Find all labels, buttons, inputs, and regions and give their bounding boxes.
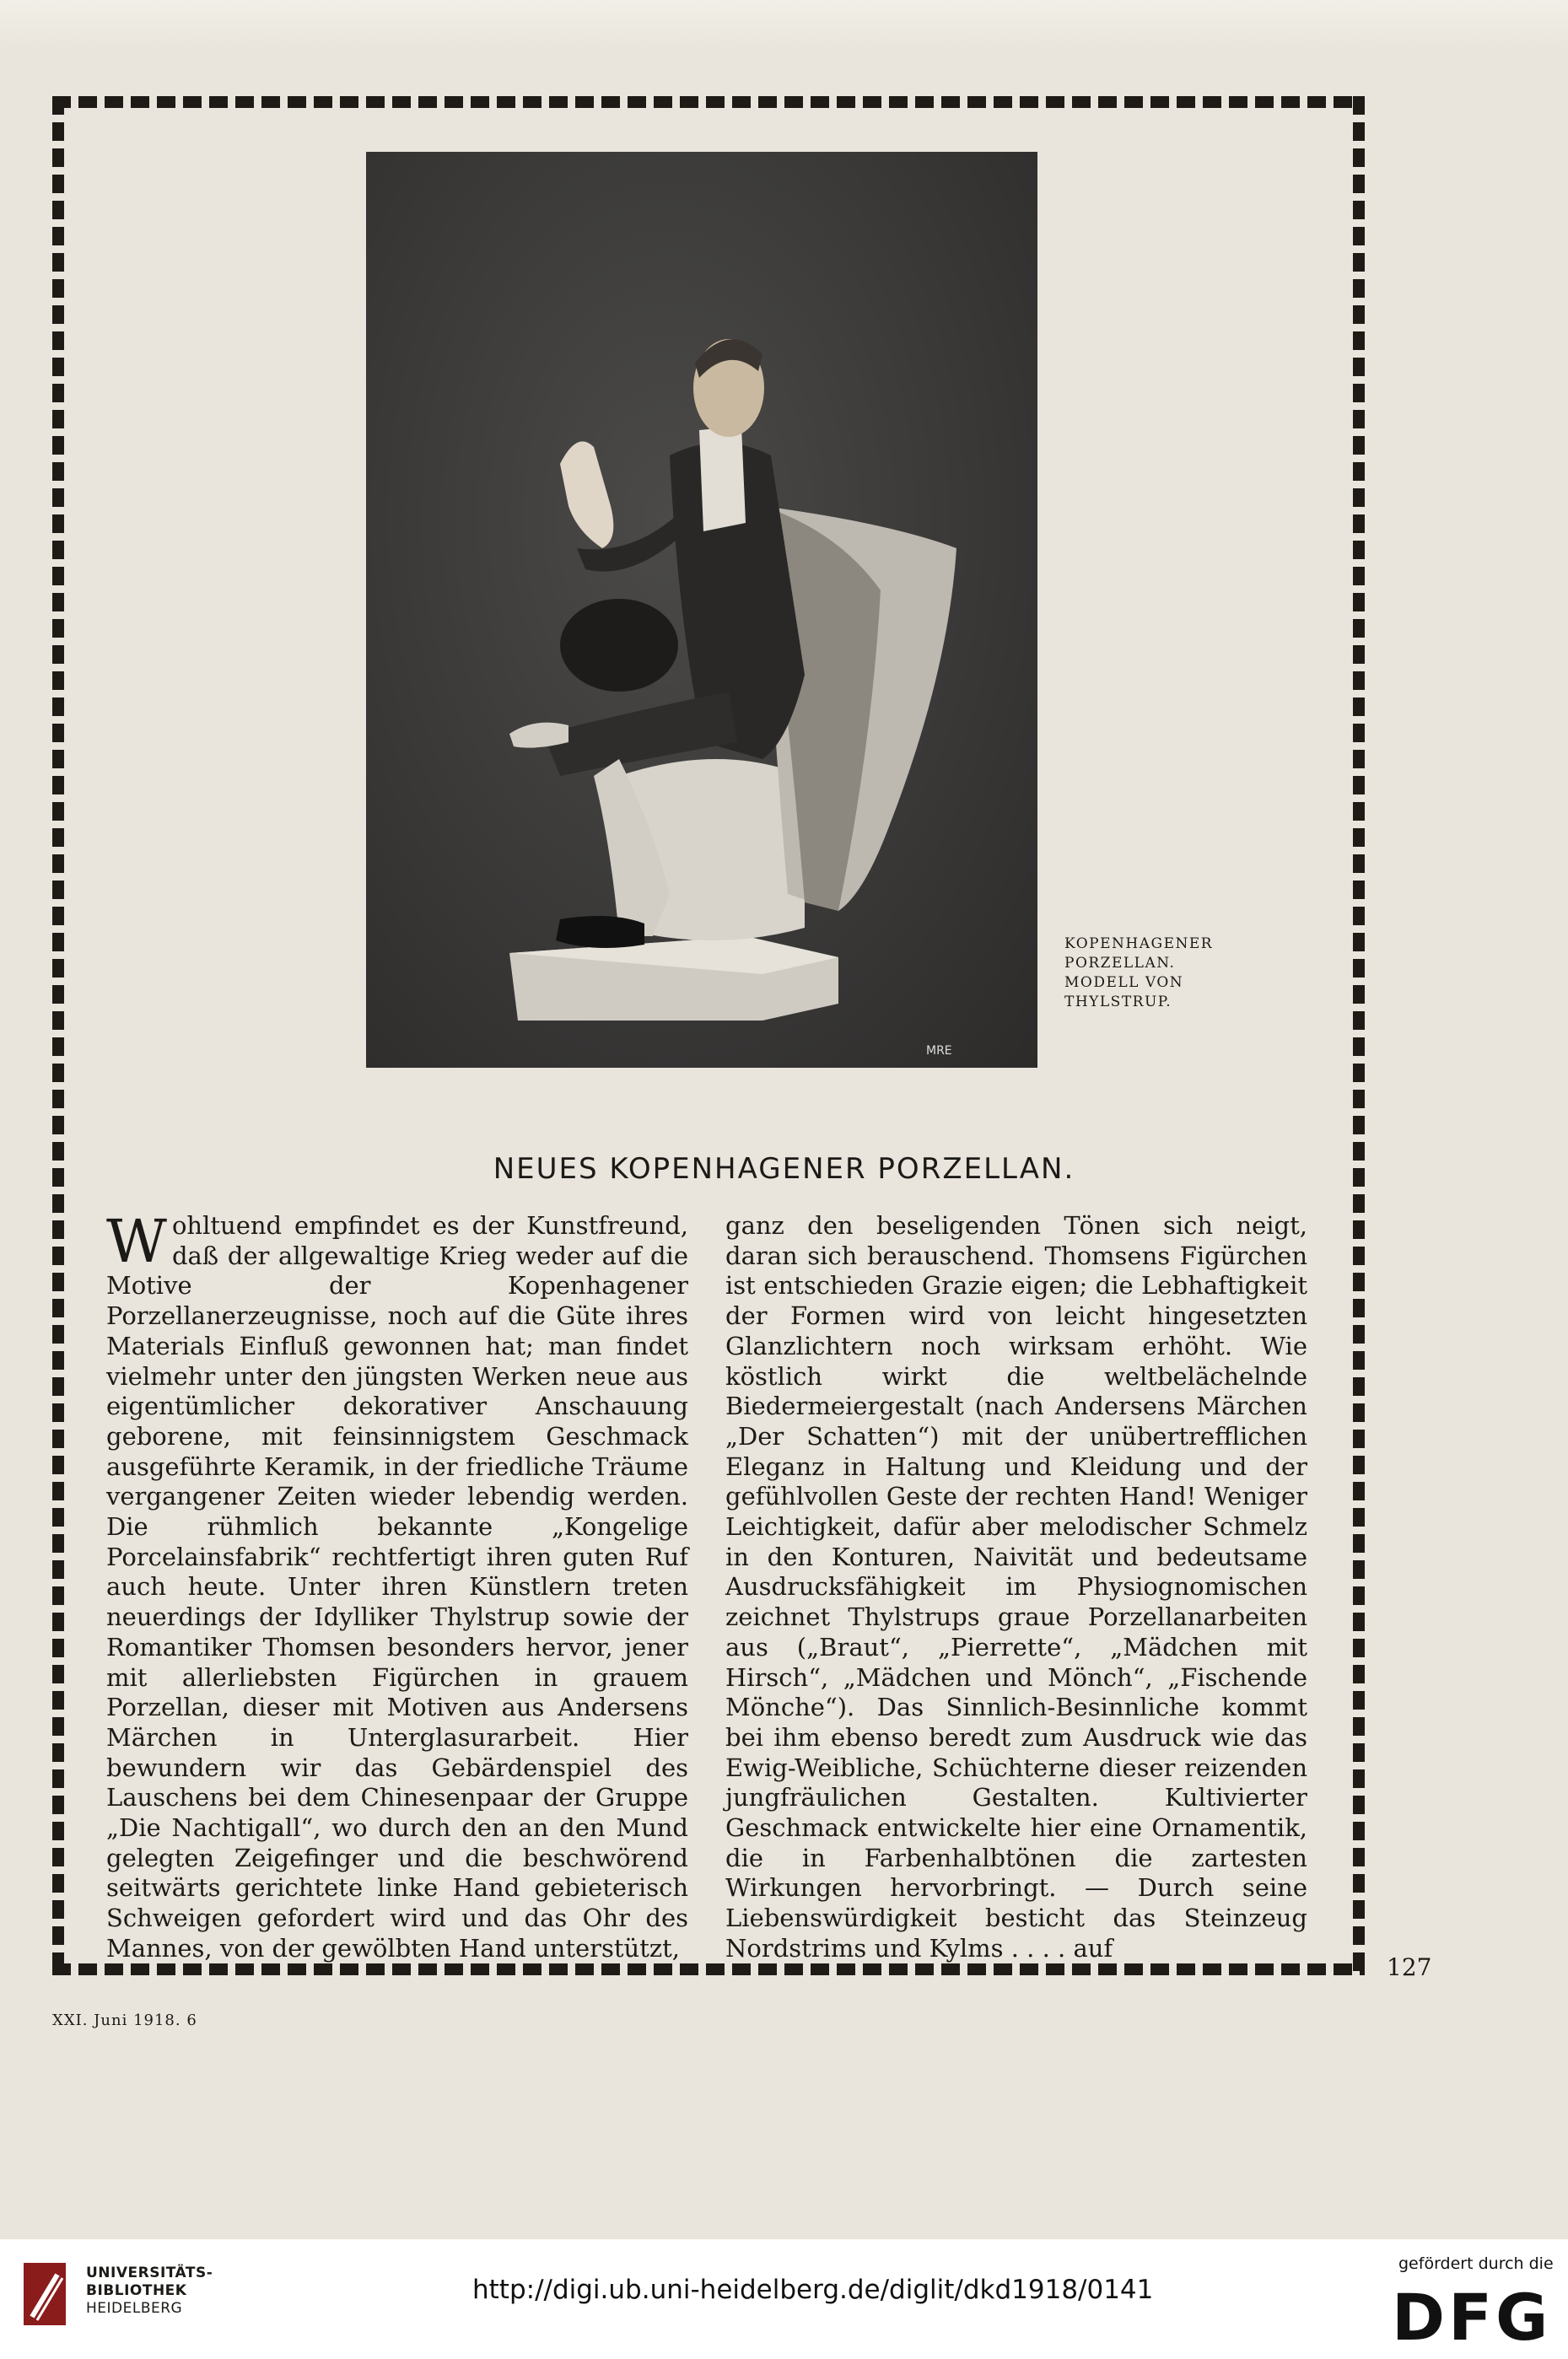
dfg-logo: DFG: [1392, 2280, 1552, 2355]
caption-line: KOPENHAGENER: [1064, 935, 1214, 952]
svg-text:MRE: MRE: [926, 1044, 952, 1058]
caption-line: THYLSTRUP.: [1064, 994, 1172, 1010]
border-right: [1353, 96, 1365, 1975]
body-text-right: ganz den beseligenden Tönen sich neigt, daran sich berauschend. Thomsens Figürchen ist entschieden Grazie eigen; die Lebhaftigkeit der Formen wird von leicht hingesetzten Glanzlichtern noch wirksam erhöht. Wie köstlich wirkt die weltbelächelnde Biedermeiergestalt (nach Andersens Märchen „Der Schatten“) mit der unübertrefflichen Eleganz in Haltung und Kleidung und der gefühlvollen Geste der rechten Hand! Weniger Leichtigkeit, dafür aber melodischer Schmelz in den Konturen, Naivität und bedeutsame Ausdrucksfähigkeit im Physiognomischen zeichnet Thylstrups graue Porzellanarbeiten aus („Braut“, „Pierrette“, „Mädchen mit Hirsch“, „Mädchen und Mönch“, „Fischende Mönche“). Das Sinnlich-Besinnliche kommt bei ihm ebenso beredt zum Ausdruck wie das Ewig-Weibliche, Schüchterne dieser reizenden jungfräulichen Gestalten. Kultivierter Geschmack entwickelte hier eine Ornamentik, die in Farbenhalbtönen die zartesten Wirkungen hervorbringt. — Durch seine Liebenswürdigkeit besticht das Steinzeug Nordstrims und Kylms . . . . auf: [725, 1211, 1307, 1963]
caption-line: MODELL VON: [1064, 974, 1184, 991]
text-column-left: [106, 1207, 688, 1964]
porcelain-figure-photo: [366, 152, 1037, 1068]
library-name-line: HEIDELBERG: [86, 2300, 183, 2317]
caption-line: PORZELLAN.: [1064, 955, 1176, 972]
signature-mark: XXI. Juni 1918. 6: [52, 2012, 197, 2029]
university-library-logo-icon: [22, 2258, 73, 2334]
border-bottom: [52, 1963, 1365, 1975]
page-number: 127: [1387, 1953, 1432, 1981]
library-name-line: BIBLIOTHEK: [86, 2282, 187, 2299]
library-name: [86, 2265, 213, 2318]
permalink-url[interactable]: http://digi.ub.uni-heidelberg.de/diglit/dkd1918/0141: [472, 2275, 1154, 2305]
body-text-left: ohltuend empfindet es der Kunstfreund, daß der allgewaltige Krieg weder auf die Motive der Kopenhagener Porzellanerzeugnisse, noch auf die Güte ihres Materials Einfluß gewonnen hat; man findet vielmehr unter den jüngsten Werken neue aus eigentümlicher dekorativer Anschauung geborene, mit feinsinnigstem Geschmack ausgeführte Keramik, in der friedliche Träume vergangener Zeiten wieder lebendig werden. Die rühmlich bekannte „Kongelige Porcelainsfabrik“ rechtfertigt ihren guten Ruf auch heute. Unter ihren Künstlern treten neuerdings der Idylliker Thylstrup sowie der Romantiker Thomsen besonders hervor, jener mit allerliebsten Figürchen in grauem Porzellan, dieser mit Motiven aus Andersens Märchen in Unterglasurarbeit. Hier bewundern wir das Gebärdenspiel des Lauschens bei dem Chinesenpaar der Gruppe „Die Nachtigall“, wo durch den an den Mund gelegten Zeigefinger und die beschwörend seitwärts gerichtete linke Hand gebieterisch Schweigen gefordert wird und das Ohr des Mannes, von der gewölbten Hand unterstützt,: [106, 1211, 688, 1963]
figure-caption: [1064, 934, 1233, 1012]
page-top-margin: [0, 0, 1568, 51]
funding-note: gefördert durch die: [1398, 2254, 1554, 2273]
border-top: [52, 96, 1365, 108]
border-left: [52, 96, 64, 1975]
article-title: NEUES KOPENHAGENER PORZELLAN.: [493, 1152, 1075, 1186]
digitization-footer: [0, 2239, 1568, 2359]
library-name-line: UNIVERSITÄTS-: [86, 2265, 213, 2281]
drop-cap: W: [106, 1207, 167, 1276]
text-column-right: [725, 1211, 1307, 1964]
